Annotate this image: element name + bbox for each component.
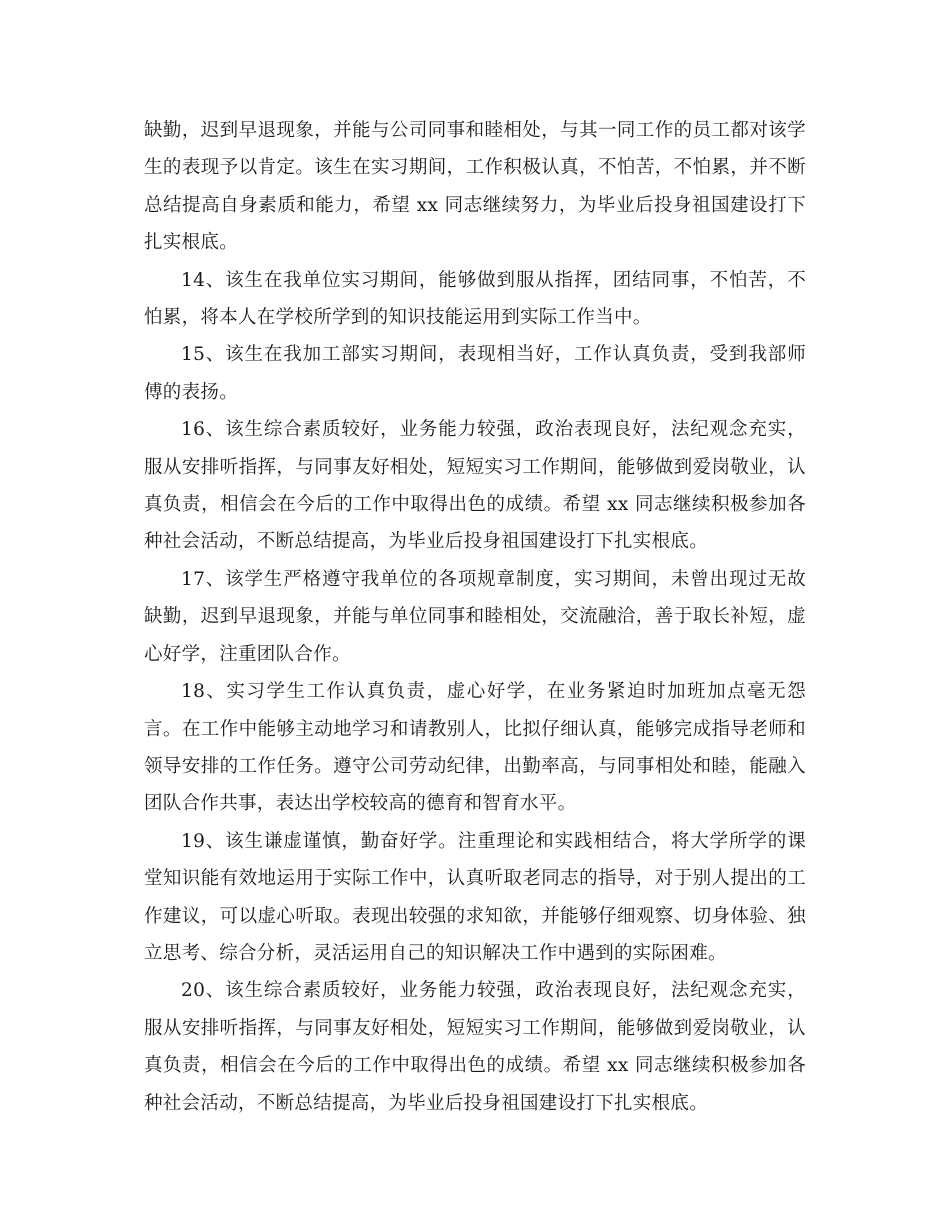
paragraph-continued: 缺勤，迟到早退现象，并能与公司同事和睦相处，与其一同工作的员工都对该学生的表现予以肯定。该生在实习期间，工作积极认真，不怕苦，不怕累，并不断总结提高自身素质和能力，希望 xx 同志继续努力，为毕业后投身祖国建设打下扎实根底。 [144, 120, 806, 254]
paragraph-15: 15、该生在我加工部实习期间，表现相当好，工作认真负责，受到我部师傅的表扬。 [144, 344, 806, 403]
paragraph-18: 18、实习学生工作认真负责，虚心好学，在业务紧迫时加班加点毫无怨言。在工作中能够主动地学习和请教别人，比拟仔细认真，能够完成指导老师和领导安排的工作任务。遵守公司劳动纪律，出勤率高，与同事相处和睦，能融入团队合作共事，表达出学校较高的德育和智育水平。 [144, 681, 806, 815]
document-body [144, 112, 806, 1122]
paragraph-19: 19、该生谦虚谨慎，勤奋好学。注重理论和实践相结合，将大学所学的课堂知识能有效地运用于实际工作中，认真听取老同志的指导，对于别人提出的工作建议，可以虚心听取。表现出较强的求知欲，并能够仔细观察、切身体验、独立思考、综合分析，灵活运用自己的知识解决工作中遇到的实际困难。 [144, 830, 806, 964]
paragraph-20: 20、该生综合素质较好，业务能力较强，政治表现良好，法纪观念充实，服从安排听指挥，与同事友好相处，短短实习工作期间，能够做到爱岗敬业，认真负责，相信会在今后的工作中取得出色的成绩。希望 xx 同志继续积极参加各种社会活动，不断总结提高，为毕业后投身祖国建设打下扎实根底。 [144, 980, 806, 1114]
paragraph-14: 14、该生在我单位实习期间，能够做到服从指挥，团结同事，不怕苦，不怕累，将本人在学校所学到的知识技能运用到实际工作当中。 [144, 269, 806, 329]
paragraph-16: 16、该生综合素质较好，业务能力较强，政治表现良好，法纪观念充实，服从安排听指挥，与同事友好相处，短短实习工作期间，能够做到爱岗敬业，认真负责，相信会在今后的工作中取得出色的成绩。希望 xx 同志继续积极参加各种社会活动，不断总结提高，为毕业后投身祖国建设打下扎实根底。 [144, 419, 806, 553]
paragraph-17: 17、该学生严格遵守我单位的各项规章制度，实习期间，未曾出现过无故缺勤，迟到早退现象，并能与单位同事和睦相处，交流融洽，善于取长补短，虚心好学，注重团队合作。 [144, 568, 806, 665]
